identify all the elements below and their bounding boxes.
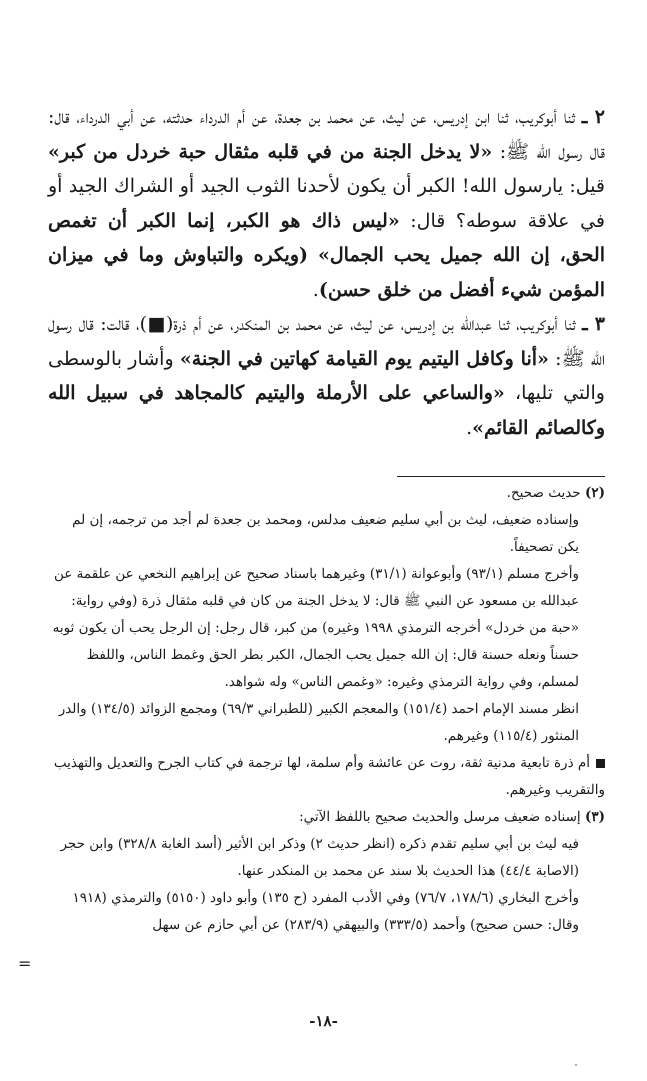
footnote-separator bbox=[397, 476, 605, 477]
hadith-quote: «والساعي على الأرملة واليتيم كالمجاهد في سبيل الله وكالصائم القائم» bbox=[48, 382, 605, 439]
footnote-2-paragraph: وأخرج مسلم (٩٣/١) وأبوعوانة (٣١/١) وغيرهما باسناد صحيح عن إبراهيم النخعي عن علقمة عن عبدالله بن مسعود عن النبي ﷺ قال: لا يدخل الجنة من كان في قلبه مثقال ذرة (وفي رواية: «حبة من خردل» أخرجه الترمذي ١٩٩٨ وغيره) من كبر، قال رجل: إن الرجل يحب أن يكون ثوبه حسناً ونعله حسنة قال: إن الله جميل يحب الجمال، الكبر بطر الحق وغمط الناس، واللفظ لمسلم، وفي رواية الترمذي وغيره: «وغمص الناس» وله شواهد. bbox=[52, 566, 579, 690]
footnote-star bbox=[48, 750, 605, 804]
hadith-text: . bbox=[312, 278, 319, 301]
hadith-text: وأشار بالوسطى والتي تليها، bbox=[48, 347, 605, 404]
hadith-2 bbox=[48, 100, 605, 307]
footnote-number: (٢) bbox=[584, 485, 605, 501]
footnote-2-paragraph: وإسناده ضعيف، ليث بن أبي سليم ضعيف مدلس، ومحمد بن جعدة لم أجد من ترجمه، إن لم يكن تصحيفاً. bbox=[72, 512, 579, 555]
hadith-quote: «ليس ذاك هو الكبر، إنما الكبر أن تغمص الحق، إن الله جميل يحب الجمال» (ويكره والتباوش وما في ميزان المؤمن شيء أفضل من خلق حسن) bbox=[48, 209, 605, 301]
square-bullet-icon bbox=[596, 759, 605, 768]
hadith-number: ٣ ـ bbox=[582, 313, 605, 335]
footnote-number: (٣) bbox=[584, 809, 605, 825]
footnotes bbox=[48, 480, 605, 939]
hadith-text: . bbox=[466, 416, 473, 439]
footnote-3-heading bbox=[48, 804, 605, 831]
footnote-text: حديث صحيح. bbox=[506, 485, 581, 501]
footnote-2-paragraph: انظر مسند الإمام احمد (١٥١/٤) والمعجم الكبير (للطبراني ٦٩/٣) ومجمع الزوائد (١٣٤/٥) والدر المنثور (١١٥/٤) وغيرهم. bbox=[58, 701, 579, 744]
hadith-number: ٢ ـ bbox=[581, 106, 606, 128]
continued-mark: = bbox=[18, 954, 32, 973]
hadith-text: ثنا أبوكريب، ثنا ابن إدريس، عن ليث، عن محمد بن جعدة، عن أم الدرداء حدثته، عن أبي الدرداء، قال: قال رسول الله ﷺ: bbox=[48, 106, 605, 163]
footnote-3-paragraph: فيه ليث بن أبي سليم تقدم ذكره (انظر حديث ٢) وذكر ابن الأثير (أسد الغابة ٣٢٨/٨) وابن حجر (الاصابة ٤٤/٤) هذا الحديث بلا سند عن محمد بن المنكدر عنها. bbox=[60, 836, 579, 879]
footnote-2-heading bbox=[48, 480, 605, 507]
footnote-text: إسناده ضعيف مرسل والحديث صحيح باللفظ الآتي: bbox=[299, 809, 581, 825]
footnote-3-paragraph: وأخرج البخاري (١٧٨/٦، ٧٦/٧) وفي الأدب المفرد (ح ١٣٥) وأبو داود (٥١٥٠) والترمذي (١٩١٨ وقال: حسن صحيح) وأحمد (٣٣٣/٥) والبيهقي (٢٨٣/٩) عن أبي حازم عن سهل bbox=[72, 890, 579, 933]
speck bbox=[575, 1064, 577, 1066]
hadith-3 bbox=[48, 307, 605, 445]
hadith-quote: «أنا وكافل اليتيم يوم القيامة كهاتين في الجنة» bbox=[179, 347, 549, 370]
main-text bbox=[48, 100, 605, 445]
hadith-text: قيل: يارسول الله! الكبر أن يكون لأحدنا الثوب الجيد أو الشراك الجيد أو في علاقة سوطه؟ قال: bbox=[48, 175, 605, 232]
hadith-quote: «لا يدخل الجنة من في قلبه مثقال حبة خردل من كبر» bbox=[48, 140, 493, 163]
hadith-text: ثنا أبوكريب، ثنا عبدالله بن إدريس، عن ليث، عن محمد بن المنكدر، عن أم ذرة(■)، قالت: قال رسول الله ﷺ: bbox=[48, 313, 605, 370]
footnote-text: أم ذرة تابعية مدنية ثقة، روت عن عائشة وأم سلمة، لها ترجمة في كتاب الجرح والتعديل والتهذيب والتقريب وغيرهم. bbox=[53, 755, 605, 798]
page-number: -١٨- bbox=[309, 1012, 338, 1030]
